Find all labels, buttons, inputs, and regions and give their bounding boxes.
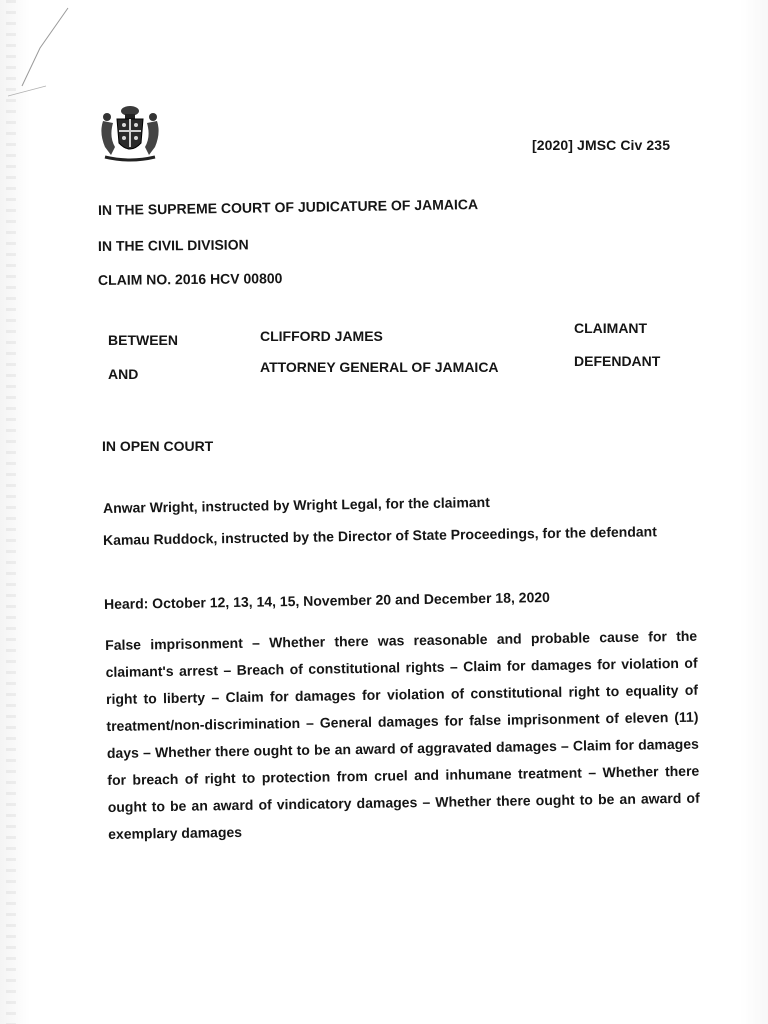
open-court-heading: IN OPEN COURT: [102, 438, 214, 454]
court-division: IN THE CIVIL DIVISION: [97, 236, 249, 254]
claimant-name: CLIFFORD JAMES: [260, 328, 383, 344]
defendant-name: ATTORNEY GENERAL OF JAMAICA: [260, 359, 499, 375]
jamaica-coat-of-arms-icon: [95, 103, 165, 163]
pen-stroke-mark: [0, 0, 90, 110]
court-name: IN THE SUPREME COURT OF JUDICATURE OF JAMAICA: [97, 196, 479, 218]
case-keywords-paragraph: False imprisonment – Whether there was reasonable and probable cause for the claimant's arrest – Breach of constitutional rights – Claim for damages for violation of right to liberty – Claim for damages for violation of constitutional right to equality of treatment/non-discrimination – General damages for false imprisonment of eleven (11) days – Whether there ought to be an award of aggravated damages – Claim for damages for breach of right to protection from cruel and inhumane treatment – Whether there ought to be an award of vindicatory damages – Whether there ought to be an award of exemplary damages: [105, 627, 700, 842]
hearing-dates: Heard: October 12, 13, 14, 15, November 20 and December 18, 2020: [103, 588, 550, 612]
scan-edge-artifact: [6, 0, 16, 1024]
claimant-role: CLAIMANT: [574, 320, 648, 336]
claim-number: CLAIM NO. 2016 HCV 00800: [97, 270, 283, 288]
between-label: BETWEEN: [108, 332, 178, 348]
defendant-counsel: Kamau Ruddock, instructed by the Director of State Proceedings, for the defendant: [102, 523, 657, 548]
and-label: AND: [108, 366, 139, 382]
case-citation: [2020] JMSC Civ 235: [532, 137, 671, 153]
defendant-role: DEFENDANT: [574, 353, 661, 369]
claimant-counsel: Anwar Wright, instructed by Wright Legal, for the claimant: [102, 493, 490, 516]
